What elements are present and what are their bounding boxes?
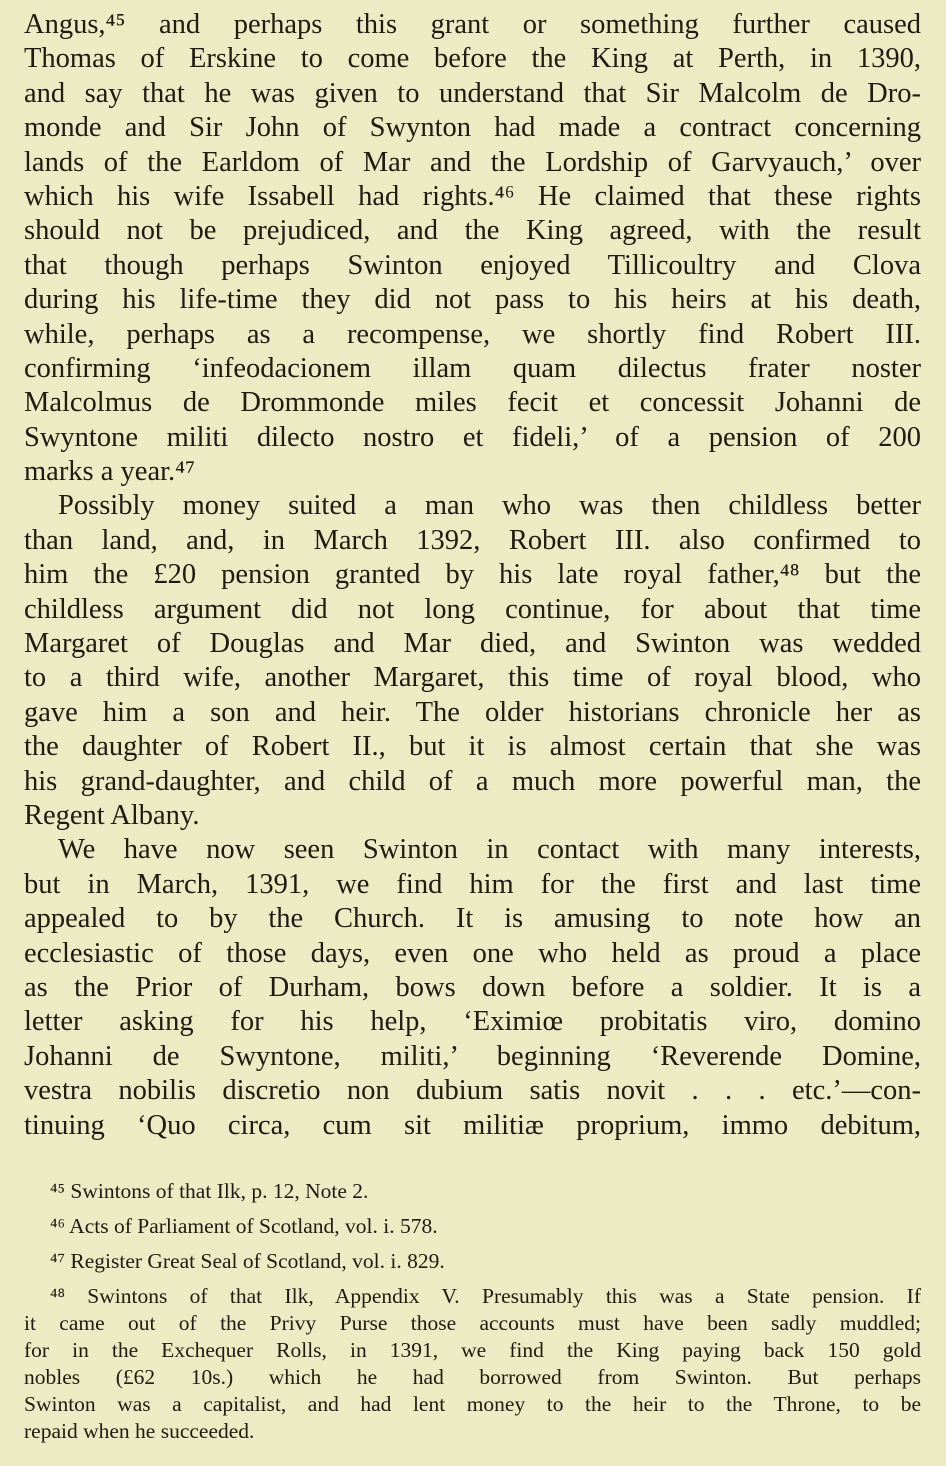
text-line: vestra nobilis discretio non dubium satis novit . . . etc.’—con- — [24, 1075, 921, 1107]
footnotes — [24, 1178, 921, 1445]
text-line: and say that he was given to understand that Sir Malcolm de Dro- — [24, 77, 921, 109]
footnote-45: ⁴⁵ Swintons of that Ilk, p. 12, Note 2. — [50, 1179, 369, 1203]
text-line: Regent Albany. — [24, 799, 200, 831]
text-line: his grand-daughter, and child of a much more powerful man, the — [24, 765, 921, 797]
text-line: monde and Sir John of Swynton had made a contract concerning — [24, 112, 921, 144]
footnote-46: ⁴⁶ Acts of Parliament of Scotland, vol. i. 578. — [50, 1214, 438, 1238]
text-line: Possibly money suited a man who was then childless better — [58, 490, 921, 522]
footnote-48-line: nobles (£62 10s.) which he had borrowed from Swinton. But perhaps — [24, 1365, 921, 1389]
text-line: Thomas of Erskine to come before the King at Perth, in 1390, — [24, 43, 921, 75]
text-line: ecclesiastic of those days, even one who held as proud a place — [24, 937, 921, 969]
footnote-48-line: repaid when he succeeded. — [24, 1419, 255, 1443]
text-line: him the £20 pension granted by his late royal father,⁴⁸ but the — [24, 559, 921, 591]
text-line: to a third wife, another Margaret, this time of royal blood, who — [24, 662, 921, 694]
text-line: confirming ‘infeodacionem illam quam dilectus frater noster — [24, 352, 921, 384]
text-line: appealed to by the Church. It is amusing to note how an — [24, 903, 921, 935]
text-line: Margaret of Douglas and Mar died, and Swinton was wedded — [24, 628, 921, 660]
text-line: Angus,⁴⁵ and perhaps this grant or something further caused — [24, 9, 921, 40]
text-line: Malcolmus de Drommonde miles fecit et concessit Johanni de — [24, 387, 921, 419]
text-line: We have now seen Swinton in contact with many interests, — [58, 834, 921, 866]
footnote-48-line: ⁴⁸ Swintons of that Ilk, Appendix V. Presumably this was a State pension. If — [50, 1284, 921, 1308]
text-line: childless argument did not long continue, for about that time — [24, 593, 921, 625]
footnote-48-line: it came out of the Privy Purse those accounts must have been sadly muddled; — [24, 1311, 921, 1335]
text-line: tinuing ‘Quo circa, cum sit militiæ proprium, immo debitum, — [24, 1109, 921, 1141]
text-line: during his life-time they did not pass to his heirs at his death, — [24, 284, 921, 316]
text-line: marks a year.⁴⁷ — [24, 456, 196, 488]
text-line: than land, and, in March 1392, Robert III. also confirmed to — [24, 524, 921, 556]
footnote-48-line: Swinton was a capitalist, and had lent money to the heir to the Throne, to be — [24, 1392, 921, 1416]
text-line: as the Prior of Durham, bows down before a soldier. It is a — [24, 971, 921, 1003]
text-line: Swyntone militi dilecto nostro et fideli,’ of a pension of 200 — [24, 421, 921, 453]
footnote-48-line: for in the Exchequer Rolls, in 1391, we find the King paying back 150 gold — [24, 1338, 921, 1362]
footnote-47: ⁴⁷ Register Great Seal of Scotland, vol. i. 829. — [50, 1249, 445, 1273]
body-text — [24, 8, 921, 1143]
text-line: while, perhaps as a recompense, we shortly find Robert III. — [24, 318, 921, 350]
text-line: Johanni de Swyntone, militi,’ beginning ‘Reverende Domine, — [24, 1040, 921, 1072]
text-line: gave him a son and heir. The older historians chronicle her as — [24, 696, 921, 728]
text-line: but in March, 1391, we find him for the first and last time — [24, 868, 921, 900]
text-line: which his wife Issabell had rights.⁴⁶ He claimed that these rights — [24, 180, 921, 212]
text-line: letter asking for his help, ‘Eximiœ probitatis viro, domino — [24, 1006, 921, 1038]
text-line: lands of the Earldom of Mar and the Lordship of Garvyauch,’ over — [24, 146, 921, 178]
text-line: that though perhaps Swinton enjoyed Tillicoultry and Clova — [24, 249, 921, 281]
text-line: the daughter of Robert II., but it is almost certain that she was — [24, 731, 921, 763]
text-line: should not be prejudiced, and the King agreed, with the result — [24, 215, 921, 247]
